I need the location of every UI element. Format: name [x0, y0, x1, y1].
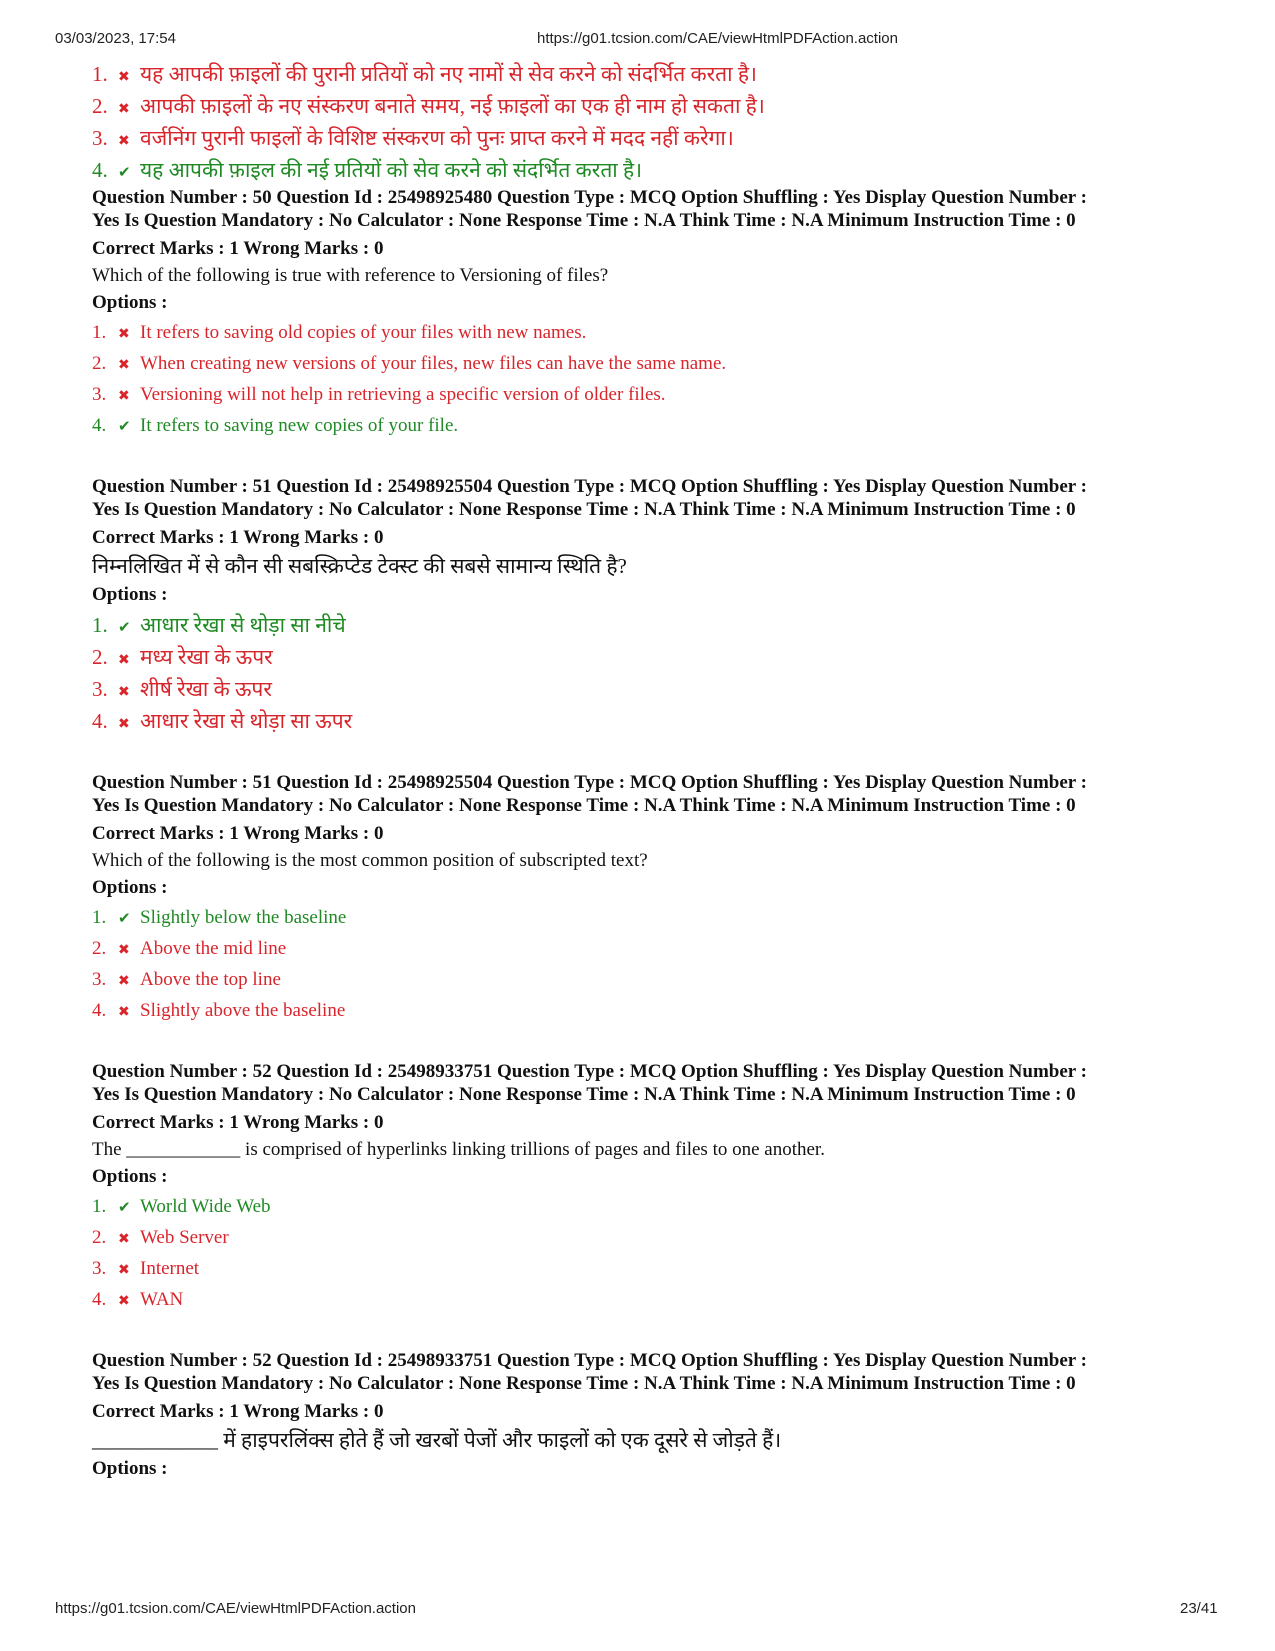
- option-item: 3. ✖ शीर्ष रेखा के ऊपर: [92, 673, 1232, 705]
- cross-icon: ✖: [118, 326, 130, 342]
- option-item: 3. ✖ वर्जनिंग पुरानी फाइलों के विशिष्ट संस्करण को पुनः प्राप्त करने में मदद नहीं करेगा।: [92, 122, 1232, 154]
- option-text: Internet: [140, 1258, 200, 1279]
- option-item: 4. ✔ यह आपकी फ़ाइल की नई प्रतियों को सेव करने को संदर्भित करता है।: [92, 154, 1232, 186]
- question-meta: Yes Is Question Mandatory : No Calculator : None Response Time : N.A Think Time : N.A Minimum Instruction Time : 0: [92, 210, 1076, 231]
- option-text: When creating new versions of your files, new files can have the same name.: [140, 353, 727, 374]
- option-text: शीर्ष रेखा के ऊपर: [140, 677, 272, 701]
- cross-icon: ✖: [118, 1004, 130, 1020]
- option-item: 2. ✖ When creating new versions of your files, new files can have the same name.: [92, 348, 1232, 379]
- option-item: 3. ✖ Internet: [92, 1253, 1232, 1284]
- footer-url: https://g01.tcsion.com/CAE/viewHtmlPDFAction.action: [55, 1600, 416, 1617]
- question-text: The ____________ is comprised of hyperlinks linking trillions of pages and files to one another.: [92, 1139, 825, 1160]
- option-item: 3. ✖ Versioning will not help in retrieving a specific version of older files.: [92, 379, 1232, 410]
- question-marks: Correct Marks : 1 Wrong Marks : 0: [92, 238, 384, 259]
- question-meta: Question Number : 50 Question Id : 25498925480 Question Type : MCQ Option Shuffling : Yes Display Question Number :: [92, 187, 1087, 208]
- option-text: Above the mid line: [140, 938, 287, 959]
- check-icon: ✔: [118, 1198, 131, 1216]
- question-meta: Question Number : 51 Question Id : 25498925504 Question Type : MCQ Option Shuffling : Yes Display Question Number :: [92, 772, 1087, 793]
- header-url: https://g01.tcsion.com/CAE/viewHtmlPDFAction.action: [537, 30, 898, 47]
- option-text: Above the top line: [140, 969, 281, 990]
- question-block: [92, 771, 1232, 1026]
- option-item: 1. ✖ यह आपकी फ़ाइलों की पुरानी प्रतियों को नए नामों से सेव करने को संदर्भित करता है।: [92, 58, 1232, 90]
- option-item: 2. ✖ आपकी फ़ाइलों के नए संस्करण बनाते समय, नई फ़ाइलों का एक ही नाम हो सकता है।: [92, 90, 1232, 122]
- question-block: [92, 186, 1232, 441]
- cross-icon: ✖: [118, 69, 130, 85]
- question-meta: Question Number : 52 Question Id : 25498933751 Question Type : MCQ Option Shuffling : Yes Display Question Number :: [92, 1350, 1087, 1371]
- option-item: 1. ✖ It refers to saving old copies of your files with new names.: [92, 317, 1232, 348]
- question-marks: Correct Marks : 1 Wrong Marks : 0: [92, 1401, 384, 1422]
- cross-icon: ✖: [118, 388, 130, 404]
- question-paper-content: [92, 58, 1232, 1483]
- option-text: Web Server: [140, 1227, 229, 1248]
- cross-icon: ✖: [118, 973, 130, 989]
- question-meta: Yes Is Question Mandatory : No Calculator : None Response Time : N.A Think Time : N.A Minimum Instruction Time : 0: [92, 795, 1076, 816]
- option-text: मध्य रेखा के ऊपर: [140, 645, 273, 669]
- cross-icon: ✖: [118, 1262, 130, 1278]
- option-item: 4. ✖ Slightly above the baseline: [92, 995, 1232, 1026]
- cross-icon: ✖: [118, 357, 130, 373]
- question-text: Which of the following is the most common position of subscripted text?: [92, 850, 648, 871]
- option-text: आपकी फ़ाइलों के नए संस्करण बनाते समय, नई फ़ाइलों का एक ही नाम हो सकता है।: [140, 94, 765, 118]
- option-text: आधार रेखा से थोड़ा सा नीचे: [140, 613, 346, 637]
- leading-options: [92, 58, 1232, 186]
- cross-icon: ✖: [118, 1231, 130, 1247]
- option-text: World Wide Web: [140, 1196, 271, 1217]
- question-text: ____________ में हाइपरलिंक्स होते हैं जो खरबों पेजों और फाइलों को एक दूसरे से जोड़ते हैं।: [92, 1428, 782, 1452]
- option-text: यह आपकी फ़ाइल की नई प्रतियों को सेव करने को संदर्भित करता है।: [140, 158, 643, 182]
- option-item: 1. ✔ World Wide Web: [92, 1191, 1232, 1222]
- option-text: वर्जनिंग पुरानी फाइलों के विशिष्ट संस्करण को पुनः प्राप्त करने में मदद नहीं करेगा।: [140, 126, 734, 150]
- option-item: 2. ✖ Web Server: [92, 1222, 1232, 1253]
- check-icon: ✔: [118, 417, 131, 435]
- cross-icon: ✖: [118, 652, 130, 668]
- options-list: [92, 317, 1232, 441]
- option-item: 4. ✖ आधार रेखा से थोड़ा सा ऊपर: [92, 705, 1232, 737]
- option-item: 1. ✔ आधार रेखा से थोड़ा सा नीचे: [92, 609, 1232, 641]
- options-label: Options :: [92, 292, 168, 313]
- option-item: 4. ✖ WAN: [92, 1284, 1232, 1315]
- options-list: [92, 1191, 1232, 1315]
- option-item: 2. ✖ मध्य रेखा के ऊपर: [92, 641, 1232, 673]
- question-block: [92, 1349, 1232, 1483]
- question-marks: Correct Marks : 1 Wrong Marks : 0: [92, 1112, 384, 1133]
- cross-icon: ✖: [118, 1293, 130, 1309]
- option-text: Versioning will not help in retrieving a specific version of older files.: [140, 384, 666, 405]
- option-item: 2. ✖ Above the mid line: [92, 933, 1232, 964]
- option-item: 4. ✔ It refers to saving new copies of your file.: [92, 410, 1232, 441]
- check-icon: ✔: [118, 909, 131, 927]
- options-label: Options :: [92, 1166, 168, 1187]
- question-text: निम्नलिखित में से कौन सी सबस्क्रिप्टेड टेक्स्ट की सबसे सामान्य स्थिति है?: [92, 554, 627, 578]
- option-text: Slightly below the baseline: [140, 907, 347, 928]
- question-block: [92, 1060, 1232, 1315]
- cross-icon: ✖: [118, 684, 130, 700]
- question-marks: Correct Marks : 1 Wrong Marks : 0: [92, 823, 384, 844]
- print-datetime: 03/03/2023, 17:54: [55, 30, 176, 47]
- options-label: Options :: [92, 1458, 168, 1479]
- options-label: Options :: [92, 877, 168, 898]
- question-meta: Question Number : 51 Question Id : 25498925504 Question Type : MCQ Option Shuffling : Yes Display Question Number :: [92, 476, 1087, 497]
- option-text: It refers to saving new copies of your file.: [140, 415, 459, 436]
- option-item: 1. ✔ Slightly below the baseline: [92, 902, 1232, 933]
- question-meta: Question Number : 52 Question Id : 25498933751 Question Type : MCQ Option Shuffling : Yes Display Question Number :: [92, 1061, 1087, 1082]
- check-icon: ✔: [118, 618, 131, 636]
- question-meta: Yes Is Question Mandatory : No Calculator : None Response Time : N.A Think Time : N.A Minimum Instruction Time : 0: [92, 1084, 1076, 1105]
- option-item: 3. ✖ Above the top line: [92, 964, 1232, 995]
- option-text: आधार रेखा से थोड़ा सा ऊपर: [140, 709, 353, 733]
- question-text: Which of the following is true with reference to Versioning of files?: [92, 265, 609, 286]
- option-text: यह आपकी फ़ाइलों की पुरानी प्रतियों को नए नामों से सेव करने को संदर्भित करता है।: [140, 62, 757, 86]
- question-meta: Yes Is Question Mandatory : No Calculator : None Response Time : N.A Think Time : N.A Minimum Instruction Time : 0: [92, 499, 1076, 520]
- page-number: 23/41: [1180, 1600, 1218, 1617]
- check-icon: ✔: [118, 163, 131, 181]
- option-text: Slightly above the baseline: [140, 1000, 346, 1021]
- question-block: [92, 475, 1232, 737]
- options-list: [92, 902, 1232, 1026]
- option-text: It refers to saving old copies of your files with new names.: [140, 322, 587, 343]
- cross-icon: ✖: [118, 716, 130, 732]
- question-meta: Yes Is Question Mandatory : No Calculator : None Response Time : N.A Think Time : N.A Minimum Instruction Time : 0: [92, 1373, 1076, 1394]
- cross-icon: ✖: [118, 942, 130, 958]
- cross-icon: ✖: [118, 101, 130, 117]
- cross-icon: ✖: [118, 133, 130, 149]
- options-label: Options :: [92, 584, 168, 605]
- options-list: [92, 609, 1232, 737]
- option-text: WAN: [140, 1289, 184, 1310]
- question-marks: Correct Marks : 1 Wrong Marks : 0: [92, 527, 384, 548]
